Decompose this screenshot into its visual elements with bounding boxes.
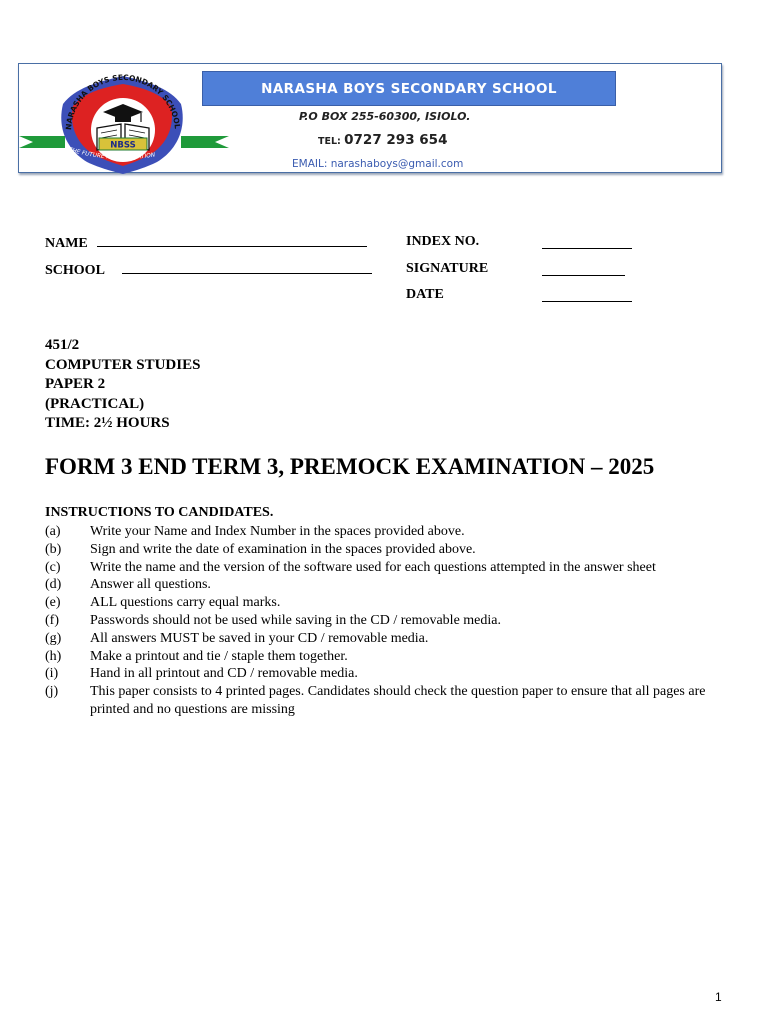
instruction-text: Write the name and the version of the software used for each questions attempted in the answer sheet [90,559,656,575]
email: EMAIL: narashaboys@gmail.com [292,158,464,170]
date-label: DATE [406,287,444,302]
telephone [318,132,447,148]
paper-code: 451/2 [45,337,80,353]
index-label: INDEX NO. [406,234,480,249]
instruction-item [45,612,735,630]
tel-label: TEL: [318,136,341,147]
signature-label: SIGNATURE [406,261,489,276]
po-box: P.O BOX 255-60300, ISIOLO. [299,110,471,123]
school-label: SCHOOL [45,263,105,278]
page-number: 1 [715,990,722,1004]
instruction-text: Sign and write the date of examination in the spaces provided above. [90,541,476,557]
paper-subject: COMPUTER STUDIES [45,356,201,373]
instruction-label: (i) [45,666,59,682]
logo-badge-text: NBSS [110,140,136,151]
instruction-label: (b) [45,541,62,557]
logo-arc-text: NARASHA BOYS SECONDARY SCHOOL [63,72,182,131]
instructions-list [45,523,735,719]
name-line[interactable] [97,234,367,247]
logo-motto: THE FUTURE IS IN EDUCATION [68,147,156,162]
instruction-label: (c) [45,559,61,575]
logo-ribbon-left [19,136,65,148]
school-name-banner: NARASHA BOYS SECONDARY SCHOOL [202,71,616,106]
instruction-label: (a) [45,524,61,539]
instruction-label: (d) [45,577,62,593]
instruction-item [45,576,735,594]
instruction-item [45,665,735,683]
instruction-item [45,648,735,666]
date-line[interactable] [542,289,632,302]
instruction-item [45,630,735,648]
school-logo [19,58,229,176]
instruction-text: All answers MUST be saved in your CD / removable media. [90,630,429,646]
instruction-item [45,559,735,577]
instruction-text: Hand in all printout and CD / removable media. [90,666,358,682]
instruction-text: Make a printout and tie / staple them together. [90,648,348,664]
letterhead [18,63,722,173]
instruction-label: (e) [45,595,61,611]
tel-number: 0727 293 654 [344,132,448,148]
paper-number: PAPER 2 [45,376,106,392]
school-line[interactable] [122,261,372,274]
instruction-label: (h) [45,648,62,664]
instruction-text: Write your Name and Index Number in the spaces provided above. [90,524,465,539]
index-line[interactable] [542,236,632,249]
signature-line[interactable] [542,263,625,276]
paper-info [45,336,200,434]
instruction-text: ALL questions carry equal marks. [90,595,281,611]
instruction-item [45,541,735,559]
instruction-label: (f) [45,612,59,628]
paper-type: (PRACTICAL) [45,395,145,412]
instruction-item [45,523,735,541]
instruction-text: Answer all questions. [90,577,211,593]
instruction-text: This paper consists to 4 printed pages. Candidates should check the question paper to ensure that all pages are printed and no questions are missing [90,684,706,717]
logo-ribbon-right [181,136,229,148]
instruction-item [45,683,735,719]
instructions-heading: INSTRUCTIONS TO CANDIDATES. [45,505,274,520]
instruction-label: (j) [45,684,59,700]
instruction-label: (g) [45,630,62,646]
instruction-text: Passwords should not be used while saving in the CD / removable media. [90,612,501,628]
paper-time: TIME: 2½ HOURS [45,415,170,431]
exam-title: FORM 3 END TERM 3, PREMOCK EXAMINATION – 2025 [45,454,655,479]
name-label: NAME [45,236,88,251]
instruction-item [45,594,735,612]
